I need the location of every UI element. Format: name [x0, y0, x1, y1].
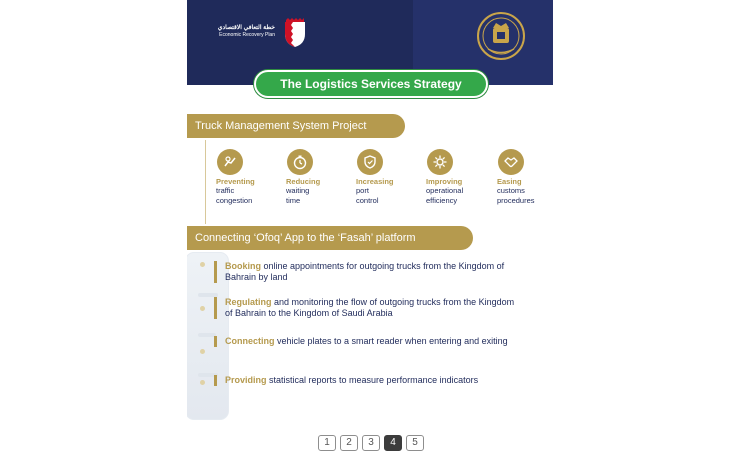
bullet-text: vehicle plates to a smart reader when entering and exiting: [274, 336, 508, 346]
kpi-item-improving: [426, 149, 492, 206]
bullet-connecting: [214, 336, 524, 347]
erp-logo-text: [203, 24, 275, 39]
strategy-title-banner: The Logistics Services Strategy: [254, 70, 488, 98]
kpi-desc-line2: procedures: [497, 196, 535, 205]
kpi-desc-line1: operational: [426, 186, 464, 195]
kpi-desc-line1: traffic: [216, 186, 235, 195]
timeline-dot: [200, 380, 205, 385]
section1-title-tab: Truck Management System Project: [187, 114, 405, 138]
kpi-desc-line2: congestion: [216, 196, 253, 205]
kpi-title: Increasing: [356, 177, 394, 186]
bahrain-emblem-icon: [282, 18, 308, 48]
bullet-regulating: [214, 297, 524, 319]
kpi-desc-line2: time: [286, 196, 301, 205]
bullet-text: statistical reports to measure performance indicators: [266, 375, 479, 385]
section1-timeline-line: [205, 140, 206, 224]
erp-english-label: Economic Recovery Plan: [219, 32, 275, 38]
kpi-item-increasing: [356, 149, 422, 206]
kpi-item-reducing: [286, 149, 352, 206]
kpi-item-preventing: [216, 149, 282, 206]
bullet-text: online appointments for outgoing trucks from the Kingdom of Bahrain by land: [225, 261, 505, 282]
kpi-title: Easing: [497, 177, 522, 186]
kpi-desc-line1: port: [356, 186, 369, 195]
page-button-5[interactable]: 5: [406, 435, 424, 451]
handshake-icon: [498, 149, 524, 175]
bullet-keyword: Connecting: [225, 336, 275, 346]
kpi-title: Improving: [426, 177, 463, 186]
pagination: [318, 435, 424, 451]
page-button-2[interactable]: 2: [340, 435, 358, 451]
bahrain-customs-emblem-icon: [476, 11, 526, 61]
timeline-dot: [200, 306, 205, 311]
timeline-dot: [200, 349, 205, 354]
bullet-providing: [214, 375, 524, 386]
kpi-title: Preventing: [216, 177, 255, 186]
kpi-desc-line1: waiting: [286, 186, 310, 195]
page-button-1[interactable]: 1: [318, 435, 336, 451]
timeline-dot: [200, 262, 205, 267]
kpi-desc-line2: efficiency: [426, 196, 458, 205]
bullet-keyword: Providing: [225, 375, 267, 385]
bullet-keyword: Regulating: [225, 297, 272, 307]
kpi-desc-line1: customs: [497, 186, 525, 195]
page-button-3[interactable]: 3: [362, 435, 380, 451]
bullet-keyword: Booking: [225, 261, 261, 271]
bullet-booking: [214, 261, 524, 283]
hand-icon: [217, 149, 243, 175]
page-button-4-current[interactable]: 4: [384, 435, 402, 451]
kpi-item-easing: [497, 149, 553, 206]
erp-arabic-label: خطة التعافي الاقتصادي: [217, 25, 275, 31]
infographic-card: [187, 0, 553, 425]
kpi-desc-line2: control: [356, 196, 379, 205]
timer-icon: [287, 149, 313, 175]
kpi-title: Reducing: [286, 177, 321, 186]
bullet-text: and monitoring the flow of outgoing trucks from the Kingdom of Bahrain to the Kingdom of Saudi Arabia: [225, 297, 515, 318]
section2-title-tab: Connecting ‘Ofoq’ App to the ‘Fasah’ platform: [187, 226, 473, 250]
gear-icon: [427, 149, 453, 175]
shield-icon: [357, 149, 383, 175]
